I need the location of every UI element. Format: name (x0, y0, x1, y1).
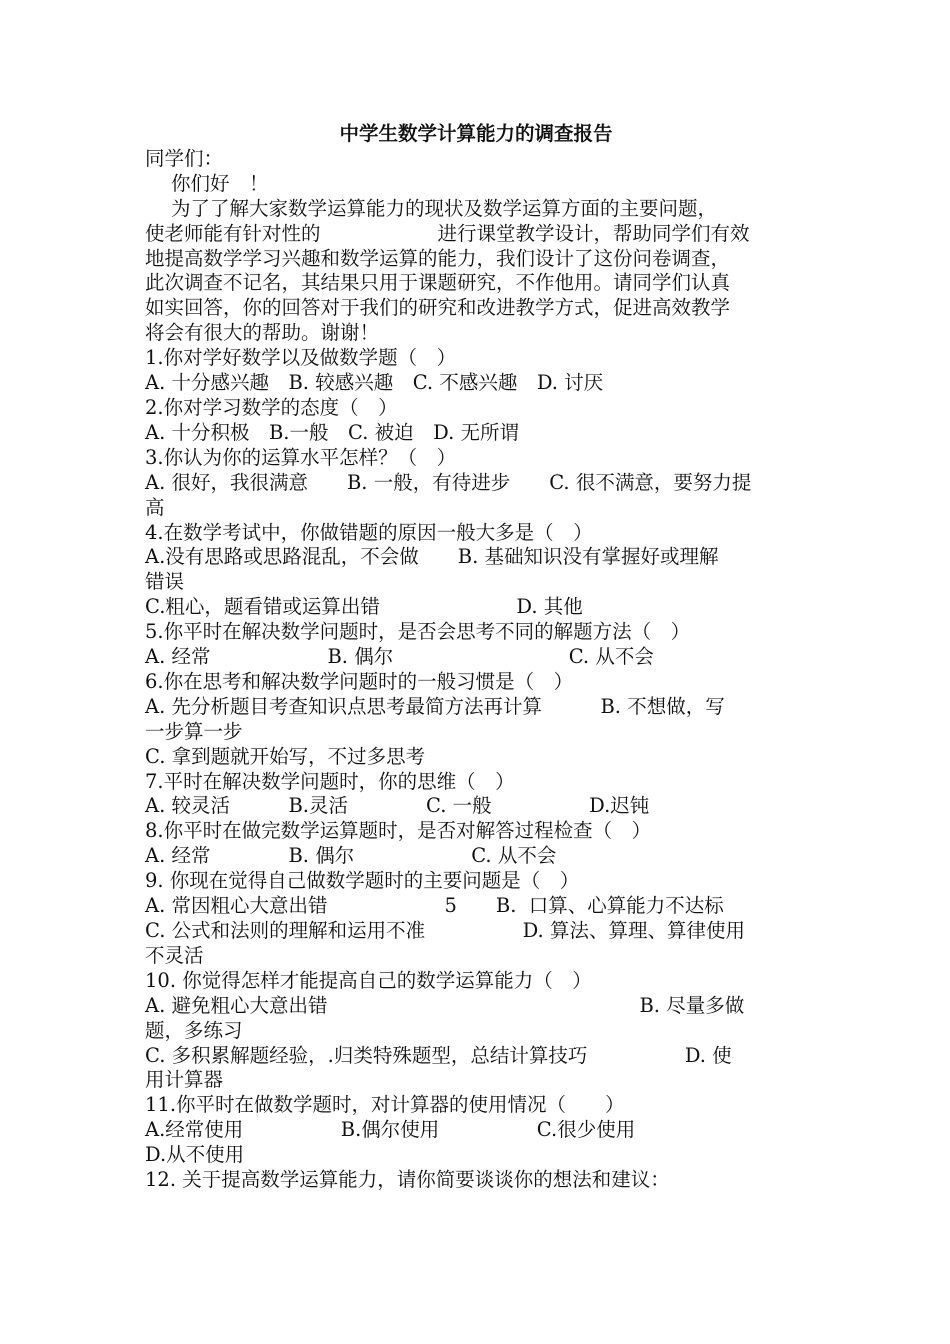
intro-paragraph (145, 197, 807, 346)
document-page (145, 122, 807, 1193)
option-line: A.没有思路或思路混乱，不会做 B. 基础知识没有掌握好或理解 (145, 545, 719, 569)
option-line: 题，多练习 (145, 1018, 243, 1042)
question-text: 10. 你觉得怎样才能提高自己的数学运算能力（ ） (145, 968, 592, 992)
question-text: 12. 关于提高数学运算能力，请你简要谈谈你的想法和建议： (145, 1168, 670, 1192)
intro-line: 使老师能有针对性的 进行课堂教学设计，帮助同学们有效 (145, 221, 750, 245)
question-block (145, 969, 807, 1094)
option-line: A. 较灵活 B.灵活 C. 一般 D.迟钝 (145, 794, 650, 818)
question-text: 11.你平时在做数学题时，对计算器的使用情况（ ） (145, 1093, 625, 1117)
option-line: A. 经常 B. 偶尔 C. 从不会 (145, 645, 654, 669)
option-line: A. 常因粗心大意出错 5 B. 口算、心算能力不达标 (145, 894, 724, 918)
intro-line: 将会有很大的帮助。谢谢！ (145, 321, 380, 345)
intro-line: 如实回答，你的回答对于我们的研究和改进教学方式，促进高效教学 (145, 296, 731, 320)
option-line: C. 公式和法则的理解和运用不准 D. 算法、算理、算律使用 (145, 919, 745, 942)
option-line: C.粗心，题看错或运算出错 D. 其他 (145, 595, 583, 619)
option-line: A. 经常 B. 偶尔 C. 从不会 (145, 844, 557, 868)
question-text: 1.你对学好数学以及做数学题（ ） (145, 346, 457, 370)
question-block (145, 396, 807, 446)
question-block (145, 521, 807, 621)
option-line: C. 多积累解题经验，.归类特殊题型，总结计算技巧 D. 使 (145, 1043, 732, 1067)
option-line: 不灵活 (145, 943, 204, 967)
question-text: 2.你对学习数学的态度（ ） (145, 395, 398, 419)
option-line: 一步算一步 (145, 719, 243, 743)
option-line: A.经常使用 B.偶尔使用 C.很少使用 (145, 1118, 636, 1142)
option-line: 高 (145, 495, 165, 519)
question-block (145, 620, 807, 670)
question-text: 8.你平时在做完数学运算题时，是否对解答过程检查（ ） (145, 819, 652, 843)
option-line: A. 十分感兴趣 B. 较感兴趣 C. 不感兴趣 D. 讨厌 (145, 371, 604, 395)
question-block (145, 1168, 807, 1193)
option-line: C. 拿到题就开始写，不过多思考 (145, 744, 426, 768)
question-block (145, 346, 807, 396)
question-block (145, 670, 807, 770)
intro-line: 此次调查不记名，其结果只用于课题研究，不作他用。请同学们认真 (145, 271, 731, 295)
intro-line: 地提高数学学习兴趣和数学运算的能力，我们设计了这份问卷调查， (145, 246, 731, 270)
option-line: A. 先分析题目考查知识点思考最简方法再计算 B. 不想做，写 (145, 694, 725, 718)
question-block (145, 1093, 807, 1168)
intro-line: 为了了解大家数学运算能力的现状及数学运算方面的主要问题， (171, 196, 718, 220)
question-text: 6.你在思考和解决数学问题时的一般习惯是（ ） (145, 669, 574, 693)
document-title: 中学生数学计算能力的调查报告 (339, 122, 613, 145)
question-list (145, 346, 807, 1193)
question-block (145, 446, 807, 521)
question-text: 3.你认为你的运算水平怎样？（ ） (145, 445, 457, 469)
option-line: A. 很好，我很满意 B. 一般，有待进步 C. 很不满意，要努力提 (145, 470, 752, 494)
question-text: 4.在数学考试中，你做错题的原因一般大多是（ ） (145, 520, 593, 544)
option-line: 错误 (145, 570, 185, 594)
question-block (145, 770, 807, 820)
option-line: A. 十分积极 B.一般 C. 被迫 D. 无所谓 (145, 420, 519, 444)
question-text: 7.平时在解决数学问题时，你的思维（ ） (145, 769, 515, 793)
question-text: 9. 你现在觉得自己做数学题时的主要问题是（ ） (145, 869, 580, 893)
question-block (145, 819, 807, 869)
option-line: A. 避免粗心大意出错 B. 尽量多做 (145, 993, 745, 1017)
question-block (145, 869, 807, 969)
hello: 你们好 ！ (171, 171, 269, 195)
option-line: D.从不使用 (145, 1143, 245, 1167)
question-text: 5.你平时在解决数学问题时，是否会思考不同的解题方法（ ） (145, 620, 691, 644)
option-line: 用计算器 (145, 1068, 224, 1092)
greeting: 同学们： (145, 146, 224, 170)
